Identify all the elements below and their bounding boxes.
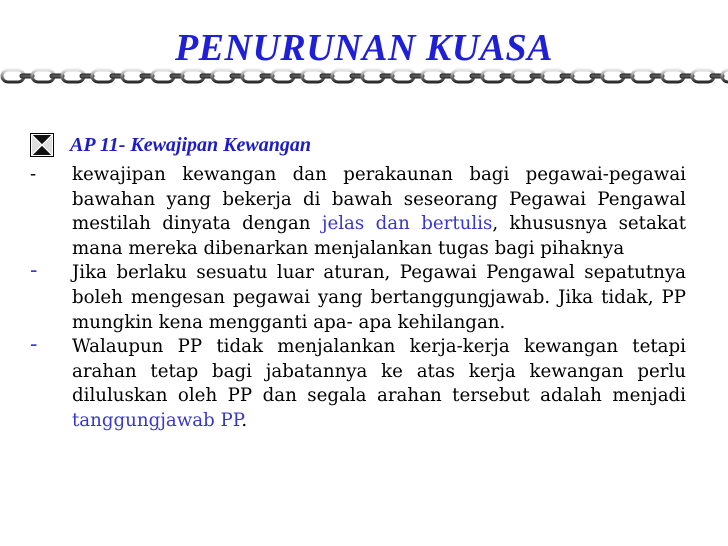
subtitle: AP 11- Kewajipan Kewangan xyxy=(70,133,311,156)
checkered-box-icon xyxy=(30,133,54,157)
chain-link xyxy=(722,70,728,82)
dash-marker: - xyxy=(30,258,38,284)
item-text: Walaupun PP tidak menjalankan kerja-kerja kewangan tetapi arahan tetap bagi jabatannya ke atas kerja kewangan perlu diluluskan oleh PP dan segala arahan tersebut adalah menjadi xyxy=(72,336,686,407)
item-text-end: , khususnya setakat mana mereka dibenarkan menjalankan tugas bagi pihaknya xyxy=(72,213,686,259)
dash-marker: - xyxy=(30,332,38,358)
dash-marker: - xyxy=(30,164,37,185)
subtitle-row xyxy=(30,133,311,157)
highlight-text: tanggungjawab PP xyxy=(72,409,242,431)
highlight-text: jelas dan bertulis xyxy=(321,213,493,235)
list-item xyxy=(30,332,686,433)
item-text: Jika berlaku sesuatu luar aturan, Pegawai Pengawal sepatutnya boleh mengesan pegawai yang bertanggungjawab. Jika tidak, PP mungkin kena mengganti apa- apa kehilangan. xyxy=(72,262,686,333)
item-text-end: . xyxy=(241,409,248,431)
list-item xyxy=(30,163,686,261)
bullet-list xyxy=(30,163,686,434)
chain-divider xyxy=(0,64,728,88)
list-item xyxy=(30,258,686,335)
page-title: PENURUNAN KUASA xyxy=(174,27,554,69)
item-text: kewajipan kewangan dan perakaunan bagi pegawai-pegawai bawahan yang bekerja di bawah seseorang Pegawai Pengawal mestilah dinyata dengan xyxy=(72,164,686,235)
